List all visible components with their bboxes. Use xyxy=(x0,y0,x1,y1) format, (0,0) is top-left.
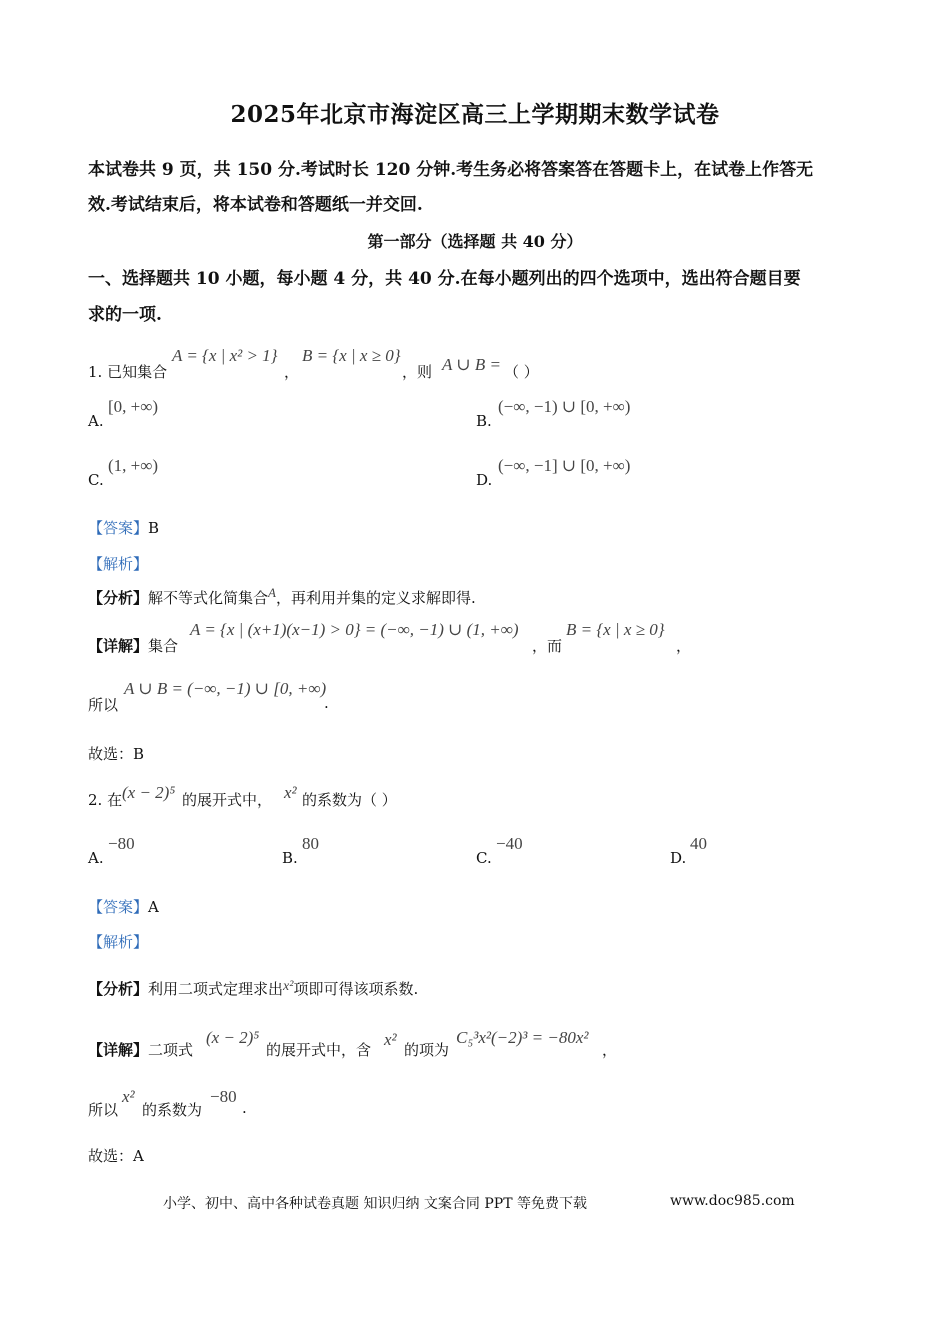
q2-option-b-label: B. xyxy=(282,849,298,867)
q2-expr: (x − 2)⁵ xyxy=(122,783,176,802)
q1-so-math: A ∪ B = (−∞, −1) ∪ [0, +∞) xyxy=(124,679,327,698)
q1-analysis-tag: 【解析】 xyxy=(88,555,149,573)
q1-option-b-label: B. xyxy=(476,412,492,430)
footer-site-link[interactable]: www.doc985.com xyxy=(670,1193,795,1209)
answer-tag: 【答案】 xyxy=(88,898,149,916)
q2-choose: 故选：A xyxy=(88,1147,144,1165)
q1-choose: 故选：B xyxy=(88,745,145,763)
q2-so-math-1: x² xyxy=(122,1087,135,1106)
q1-set-a: A = {x | x² > 1} xyxy=(172,346,278,365)
q2-option-d-value: 40 xyxy=(690,834,707,853)
q1-answer: B xyxy=(148,519,160,537)
q1-option-d-label: D. xyxy=(476,471,493,489)
q1-fenxi-text-a: 解不等式化简集合 xyxy=(148,589,269,607)
q2-fenxi-text-a: 利用二项式定理求出 xyxy=(148,980,284,998)
q2-analysis-tag: 【解析】 xyxy=(88,933,149,951)
q1-detail-math-2: B = {x | x ≥ 0} xyxy=(566,620,665,639)
q1-then: ，则 xyxy=(402,363,433,381)
q1-detail-lead xyxy=(88,635,178,656)
q1-prefix: 1. 已知集合 xyxy=(88,363,168,381)
detail-tag: 【详解】 xyxy=(88,637,149,655)
q2-detail-text-c: 的项为 xyxy=(404,1041,450,1059)
q1-option-c-value: (1, +∞) xyxy=(108,456,159,475)
section-instruction-2: 求的一项. xyxy=(88,305,162,325)
fenxi-tag: 【分析】 xyxy=(88,589,149,607)
q1-option-b-value: (−∞, −1) ∪ [0, +∞) xyxy=(498,397,631,416)
q2-option-a-label: A. xyxy=(88,849,104,867)
q2-so-math-2: −80 xyxy=(210,1087,237,1106)
part-heading: 第一部分（选择题 共 40 分） xyxy=(367,232,583,251)
q2-option-a-value: −80 xyxy=(108,834,135,853)
q2-prefix: 2. 在 xyxy=(88,791,123,809)
detail-tag: 【详解】 xyxy=(88,1041,149,1059)
q1-option-a-label: A. xyxy=(88,412,104,430)
answer-tag: 【答案】 xyxy=(88,519,149,537)
q1-answer-row xyxy=(88,517,159,538)
q2-so-end: . xyxy=(242,1099,247,1117)
q1-detail-text-c: ， xyxy=(676,637,692,655)
q2-answer: A xyxy=(148,898,159,916)
q1-set-b: B = {x | x ≥ 0} xyxy=(302,346,401,365)
q2-detail-math-1: (x − 2)⁵ xyxy=(206,1028,260,1047)
fenxi-tag: 【分析】 xyxy=(88,980,149,998)
q1-option-d-value: (−∞, −1] ∪ [0, +∞) xyxy=(498,456,631,475)
section-instruction-1: 一、选择题共 10 小题，每小题 4 分，共 40 分.在每小题列出的四个选项中，选出符合题目要 xyxy=(88,269,801,289)
q1-option-a-value: [0, +∞) xyxy=(108,397,159,416)
footer-text: 小学、初中、高中各种试卷真题 知识归纳 文案合同 PPT 等免费下载 xyxy=(163,1196,587,1212)
page-title: 2025年北京市海淀区高三上学期期末数学试卷 xyxy=(230,101,720,128)
q2-option-b-value: 80 xyxy=(302,834,319,853)
q1-fenxi xyxy=(88,587,476,608)
q1-so: 所以 xyxy=(88,696,119,714)
q1-paren: （ ） xyxy=(504,363,539,381)
q2-mid: 的展开式中， xyxy=(182,791,273,809)
q2-x2: x² xyxy=(284,783,297,802)
q2-detail-math-2: x² xyxy=(384,1030,397,1049)
q2-option-c-value: −40 xyxy=(496,834,523,853)
q2-detail-lead xyxy=(88,1039,193,1060)
q1-comma: ， xyxy=(284,363,300,381)
q2-option-d-label: D. xyxy=(670,849,687,867)
q1-so-end: . xyxy=(324,694,329,712)
q2-so-mid: 的系数为 xyxy=(142,1101,203,1119)
q2-answer-row xyxy=(88,896,159,917)
q2-detail-text-a: 二项式 xyxy=(148,1041,194,1059)
intro-line-1: 本试卷共 9 页，共 150 分.考试时长 120 分钟.考生务必将答案答在答题卡上，在试卷上作答无 xyxy=(88,160,814,180)
q2-fenxi-text-b: 项即可得该项系数. xyxy=(293,980,419,998)
q1-option-c-label: C. xyxy=(88,471,104,489)
q2-detail-text-d: ， xyxy=(602,1041,618,1059)
q2-detail-text-b: 的展开式中，含 xyxy=(266,1041,372,1059)
q1-detail-text-a: 集合 xyxy=(148,637,179,655)
q1-fenxi-text-b: ，再利用并集的定义求解即得. xyxy=(275,589,476,607)
q2-tail: 的系数为（ ） xyxy=(302,791,397,809)
q1-detail-text-b: ，而 xyxy=(532,637,563,655)
q2-fenxi xyxy=(88,978,418,999)
q2-fenxi-symbol: x² xyxy=(283,979,294,994)
q1-fenxi-symbol: A xyxy=(268,585,276,600)
q1-expr: A ∪ B = xyxy=(442,355,501,374)
intro-line-2: 效.考试结束后，将本试卷和答题纸一并交回. xyxy=(88,195,423,215)
q1-detail-math-1: A = {x | (x+1)(x−1) > 0} = (−∞, −1) ∪ (1, +∞) xyxy=(190,620,519,639)
q2-detail-math-3: C₅³x²(−2)³ = −80x² xyxy=(456,1028,589,1047)
q2-so: 所以 xyxy=(88,1101,119,1119)
q2-option-c-label: C. xyxy=(476,849,492,867)
